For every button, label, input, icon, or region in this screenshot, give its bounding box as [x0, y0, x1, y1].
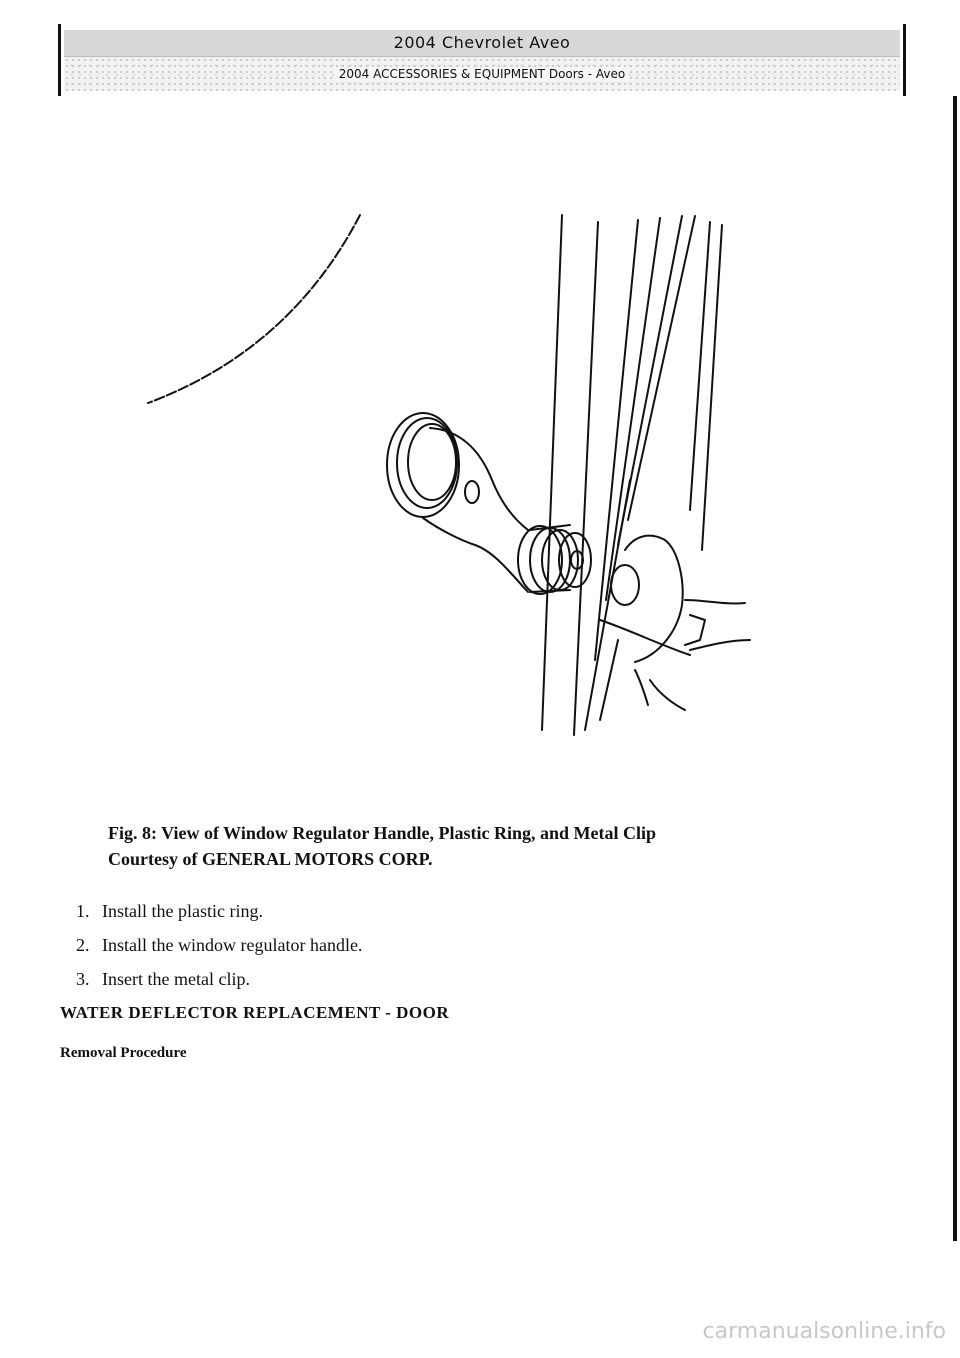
step-number: 1.	[76, 901, 90, 921]
document-subtitle: 2004 ACCESSORIES & EQUIPMENT Doors - Aveo	[335, 67, 629, 81]
regulator-handle-illustration	[130, 200, 770, 745]
header-right-rule	[903, 24, 906, 96]
step-number: 2.	[76, 935, 90, 955]
figure-caption-title: Fig. 8: View of Window Regulator Handle, Plastic Ring, and Metal Clip	[108, 823, 657, 843]
header-subtitle-row	[64, 57, 900, 91]
sub-heading: Removal Procedure	[60, 1045, 187, 1061]
figure-caption	[108, 820, 868, 872]
page-right-rule	[953, 96, 957, 1241]
header-left-rule	[58, 24, 61, 96]
section-heading: WATER DEFLECTOR REPLACEMENT - DOOR	[60, 1003, 450, 1022]
document-title: 2004 Chevrolet Aveo	[393, 33, 571, 52]
page-header	[58, 24, 906, 96]
step-text: Install the window regulator handle.	[102, 935, 363, 955]
step-text: Install the plastic ring.	[102, 901, 263, 921]
step-number: 3.	[76, 969, 90, 989]
list-item	[76, 962, 776, 996]
procedure-steps	[76, 894, 776, 996]
step-text: Insert the metal clip.	[102, 969, 250, 989]
list-item	[76, 928, 776, 962]
list-item	[76, 894, 776, 928]
figure-caption-credit: Courtesy of GENERAL MOTORS CORP.	[108, 849, 433, 869]
header-title-row	[64, 30, 900, 57]
site-watermark: carmanualsonline.info	[702, 1319, 946, 1344]
